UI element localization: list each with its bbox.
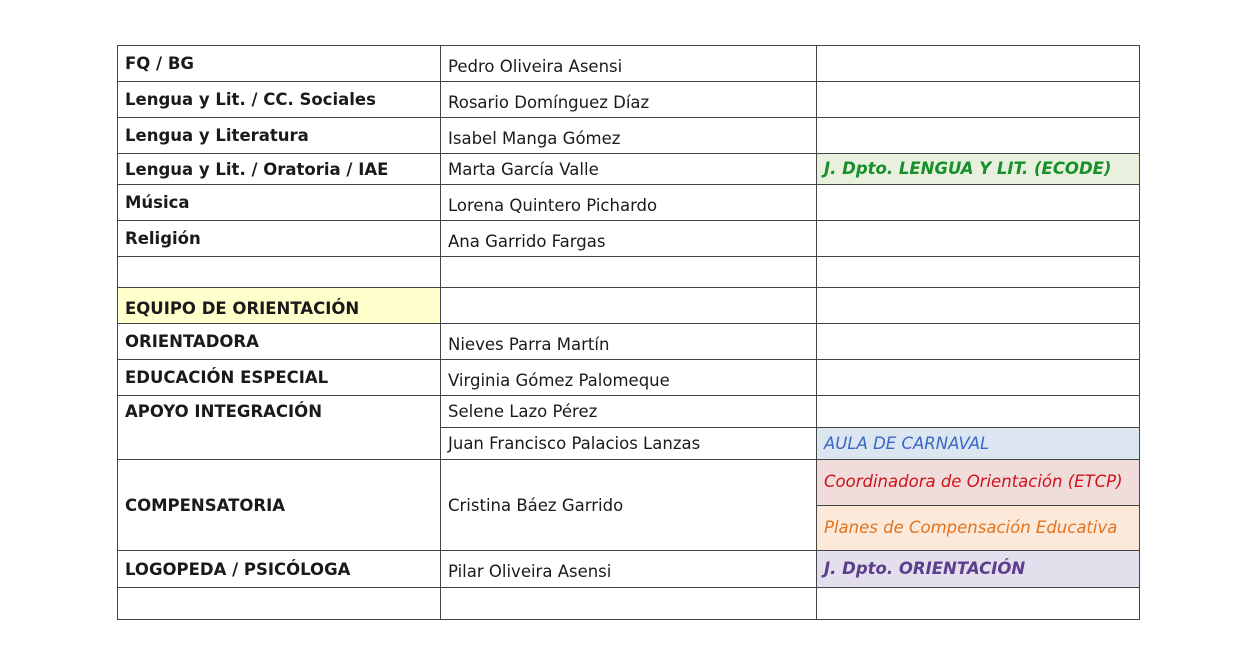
note-cell	[817, 82, 1140, 118]
empty-row	[118, 257, 1140, 288]
subject-cell: Música	[118, 185, 441, 221]
subject-cell: Lengua y Lit. / CC. Sociales	[118, 82, 441, 118]
teacher-cell: Virginia Gómez Palomeque	[441, 360, 817, 396]
table-row	[118, 221, 1140, 257]
teacher-cell: Pilar Oliveira Asensi	[441, 551, 817, 588]
subject-cell: FQ / BG	[118, 46, 441, 82]
table-row	[118, 118, 1140, 154]
teacher-cell: Rosario Domínguez Díaz	[441, 82, 817, 118]
teacher-cell: Nieves Parra Martín	[441, 324, 817, 360]
teacher-cell: Juan Francisco Palacios Lanzas	[441, 428, 817, 460]
teacher-cell: Pedro Oliveira Asensi	[441, 46, 817, 82]
teacher-cell: Ana Garrido Fargas	[441, 221, 817, 257]
teacher-cell: Lorena Quintero Pichardo	[441, 185, 817, 221]
teacher-cell: Isabel Manga Gómez	[441, 118, 817, 154]
table-row	[118, 154, 1140, 185]
teacher-cell: Cristina Báez Garrido	[441, 460, 817, 551]
table-row	[118, 360, 1140, 396]
table-row	[118, 46, 1140, 82]
role-cell: COMPENSATORIA	[118, 460, 441, 551]
table-row	[118, 185, 1140, 221]
coordinator-note: Coordinadora de Orientación (ETCP)	[817, 460, 1140, 506]
carnival-classroom-note: AULA DE CARNAVAL	[817, 428, 1140, 460]
table-row	[118, 82, 1140, 118]
table-row	[118, 324, 1140, 360]
note-cell	[817, 46, 1140, 82]
teacher-cell: Selene Lazo Pérez	[441, 396, 817, 428]
note-cell	[817, 118, 1140, 154]
staff-table	[117, 45, 1140, 620]
compensation-plans-note: Planes de Compensación Educativa	[817, 505, 1140, 551]
table-row	[118, 551, 1140, 588]
teacher-cell: Marta García Valle	[441, 154, 817, 185]
table-row	[118, 460, 1140, 506]
role-cell: ORIENTADORA	[118, 324, 441, 360]
empty-row	[118, 588, 1140, 620]
role-cell: EDUCACIÓN ESPECIAL	[118, 360, 441, 396]
subject-cell: Religión	[118, 221, 441, 257]
role-cell: LOGOPEDA / PSICÓLOGA	[118, 551, 441, 588]
role-cell: APOYO INTEGRACIÓN	[118, 396, 441, 460]
subject-cell: Lengua y Lit. / Oratoria / IAE	[118, 154, 441, 185]
note-cell	[817, 221, 1140, 257]
department-head-note: J. Dpto. ORIENTACIÓN	[817, 551, 1140, 588]
department-head-note: J. Dpto. LENGUA Y LIT. (ECODE)	[817, 154, 1140, 185]
table-row	[118, 288, 1140, 324]
section-header: EQUIPO DE ORIENTACIÓN	[118, 288, 441, 324]
table-row	[118, 396, 1140, 428]
note-cell	[817, 185, 1140, 221]
subject-cell: Lengua y Literatura	[118, 118, 441, 154]
